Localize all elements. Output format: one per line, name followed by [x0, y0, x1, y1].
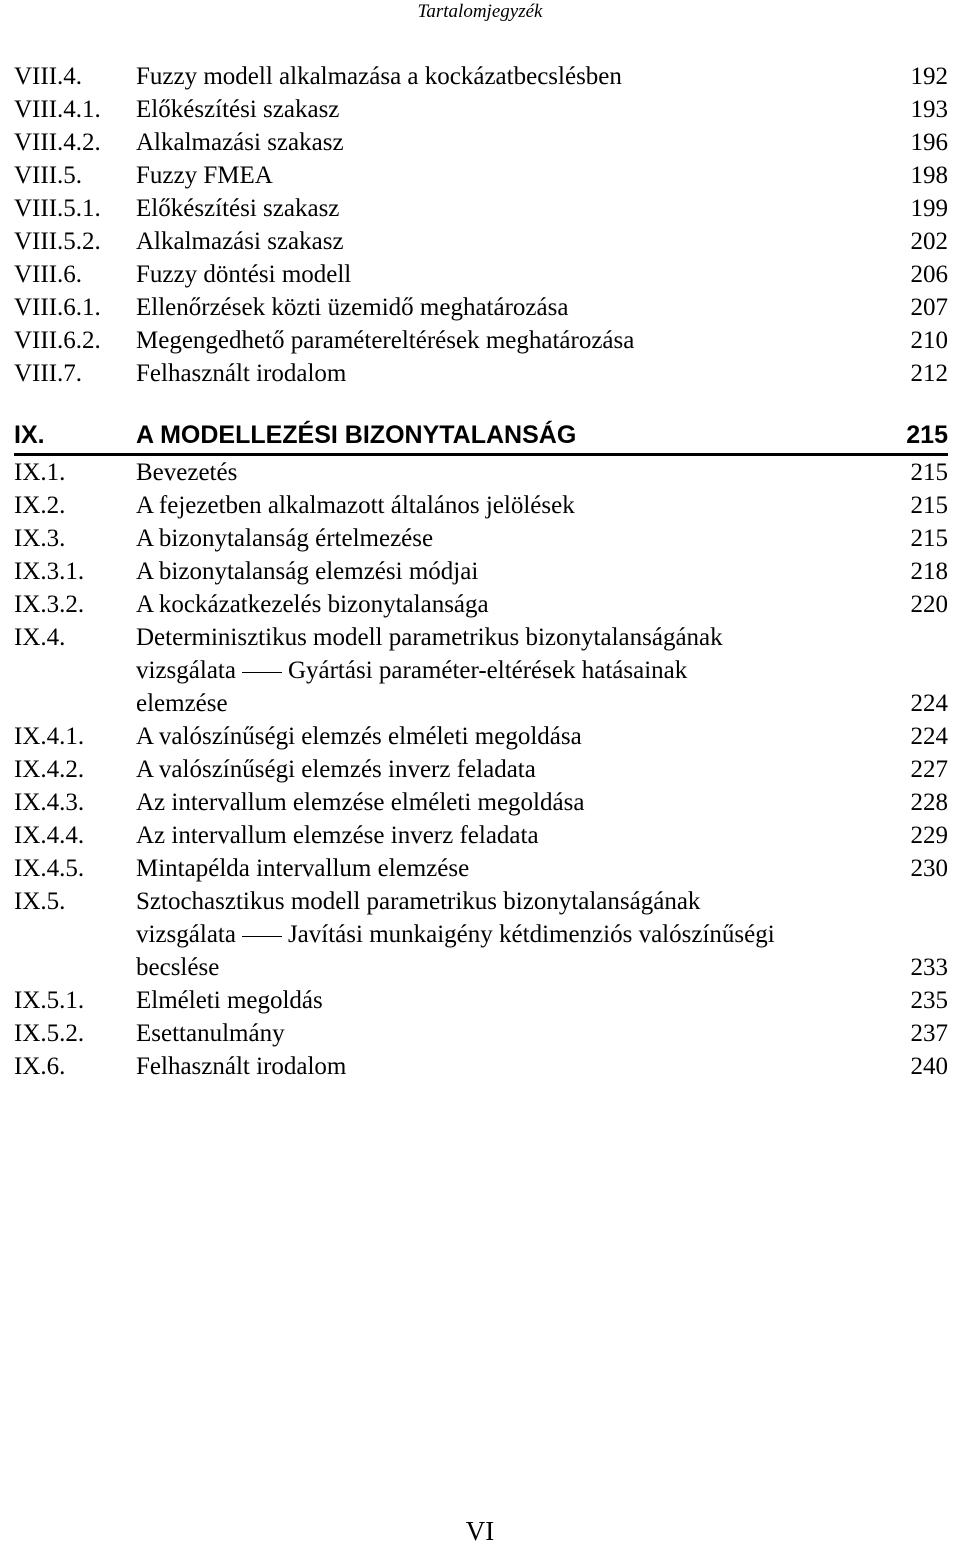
entry-page: 237 [910, 1020, 948, 1047]
toc-entry[interactable] [14, 60, 948, 93]
entry-page: 193 [910, 96, 948, 123]
entry-number: IX.4.4. [14, 822, 85, 849]
table-of-contents [14, 60, 948, 1083]
entry-number: VIII.7. [14, 360, 83, 387]
entry-page: 220 [910, 591, 948, 618]
entry-number: IX.4. [14, 624, 66, 651]
entry-title: A valószínűségi elemzés inverz feladata [136, 756, 536, 783]
entry-title: A bizonytalanság értelmezése [136, 525, 434, 552]
entry-number: IX.4.5. [14, 855, 85, 882]
em-dash-rule [242, 672, 282, 673]
entry-number: VIII.6.1. [14, 294, 101, 321]
entry-page: 218 [910, 558, 948, 585]
entry-title: Felhasznált irodalom [136, 360, 347, 387]
entry-title: Esettanulmány [136, 1020, 285, 1047]
entry-title: Alkalmazási szakasz [136, 228, 344, 255]
entry-number: VIII.5.2. [14, 228, 101, 255]
entry-page: 228 [910, 789, 948, 816]
toc-entry-ix4[interactable] [14, 621, 948, 720]
entry-title-line2 [136, 918, 775, 951]
toc-entry[interactable] [14, 786, 948, 819]
entry-title: Az intervallum elemzése inverz feladata [136, 822, 539, 849]
toc-entry[interactable] [14, 489, 948, 522]
toc-entry[interactable] [14, 1017, 948, 1050]
entry-title: Előkészítési szakasz [136, 96, 340, 123]
entry-title: A fejezetben alkalmazott általános jelölések [136, 492, 575, 519]
entry-title-line3: becslése [136, 954, 220, 981]
entry-page: 233 [910, 954, 948, 981]
entry-title: Ellenőrzések közti üzemidő meghatározása [136, 294, 569, 321]
toc-entry[interactable] [14, 291, 948, 324]
entry-page: 207 [910, 294, 948, 321]
toc-entry[interactable] [14, 159, 948, 192]
entry-title-line2-a: vizsgálata [136, 657, 236, 684]
toc-entry[interactable] [14, 126, 948, 159]
entry-title-line2-a: vizsgálata [136, 921, 236, 948]
entry-title: A valószínűségi elemzés elméleti megoldása [136, 723, 582, 750]
entry-number: VIII.5.1. [14, 195, 101, 222]
entry-number: IX.5.1. [14, 987, 85, 1014]
entry-title: Fuzzy FMEA [136, 162, 273, 189]
entry-number: IX.5. [14, 888, 66, 915]
entry-title: Megengedhető paramétereltérések meghatározása [136, 327, 635, 354]
entry-page: 215 [910, 492, 948, 519]
toc-entry[interactable] [14, 522, 948, 555]
toc-entry[interactable] [14, 984, 948, 1017]
toc-entry-ix5[interactable] [14, 885, 948, 984]
entry-title: A kockázatkezelés bizonytalansága [136, 591, 489, 618]
entry-title-line1: Determinisztikus modell parametrikus bizonytalanságának [136, 624, 723, 651]
entry-page: 215 [910, 525, 948, 552]
toc-entry[interactable] [14, 93, 948, 126]
toc-entry[interactable] [14, 324, 948, 357]
entry-page: 215 [910, 459, 948, 486]
entry-title: Az intervallum elemzése elméleti megoldása [136, 789, 585, 816]
entry-number: IX.3. [14, 525, 66, 552]
entry-title: Bevezetés [136, 459, 238, 486]
entry-number: IX.1. [14, 459, 66, 486]
toc-entry[interactable] [14, 588, 948, 621]
entry-page: 196 [910, 129, 948, 156]
entry-number: VIII.4.1. [14, 96, 101, 123]
toc-entry[interactable] [14, 720, 948, 753]
toc-group-ix-b [14, 720, 948, 885]
toc-entry[interactable] [14, 1050, 948, 1083]
entry-page: 198 [910, 162, 948, 189]
entry-page: 230 [910, 855, 948, 882]
entry-page: 224 [910, 723, 948, 750]
entry-title: Mintapélda intervallum elemzése [136, 855, 470, 882]
toc-entry[interactable] [14, 192, 948, 225]
entry-title: Fuzzy döntési modell [136, 261, 352, 288]
chapter-page: 215 [906, 421, 948, 449]
entry-title: Előkészítési szakasz [136, 195, 340, 222]
page-number: VI [465, 1516, 495, 1546]
entry-number: IX.5.2. [14, 1020, 85, 1047]
entry-number: IX.2. [14, 492, 66, 519]
entry-number: IX.4.1. [14, 723, 85, 750]
entry-number: IX.4.2. [14, 756, 85, 783]
entry-page: 202 [910, 228, 948, 255]
entry-number: IX.4.3. [14, 789, 85, 816]
entry-page: 229 [910, 822, 948, 849]
entry-number: VIII.4.2. [14, 129, 101, 156]
entry-number: IX.6. [14, 1053, 66, 1080]
entry-number: IX.3.2. [14, 591, 85, 618]
toc-chapter-heading[interactable] [14, 417, 948, 456]
entry-title: Felhasznált irodalom [136, 1053, 347, 1080]
entry-title-line2-b: Javítási munkaigény kétdimenziós valószínűségi [287, 921, 775, 948]
chapter-title: A MODELLEZÉSI BIZONYTALANSÁG [136, 421, 577, 449]
entry-number: VIII.4. [14, 63, 83, 90]
entry-page: 224 [910, 690, 948, 717]
toc-group-ix-c [14, 984, 948, 1083]
toc-group-viii [14, 60, 948, 390]
entry-title-line1: Sztochasztikus modell parametrikus bizonytalanságának [136, 888, 701, 915]
toc-entry[interactable] [14, 225, 948, 258]
entry-number: IX.3.1. [14, 558, 85, 585]
toc-entry[interactable] [14, 852, 948, 885]
entry-page: 210 [910, 327, 948, 354]
entry-page: 240 [910, 1053, 948, 1080]
toc-group-ix-a [14, 456, 948, 621]
entry-title-line2 [136, 654, 687, 687]
toc-entry[interactable] [14, 819, 948, 852]
entry-title: Elméleti megoldás [136, 987, 323, 1014]
entry-number: VIII.6.2. [14, 327, 101, 354]
toc-entry[interactable] [14, 555, 948, 588]
entry-number: VIII.6. [14, 261, 83, 288]
entry-title: Fuzzy modell alkalmazása a kockázatbecslésben [136, 63, 622, 90]
entry-title: Alkalmazási szakasz [136, 129, 344, 156]
toc-entry[interactable] [14, 456, 948, 489]
entry-page: 212 [910, 360, 948, 387]
entry-page: 206 [910, 261, 948, 288]
entry-title: A bizonytalanság elemzési módjai [136, 558, 479, 585]
entry-number: VIII.5. [14, 162, 83, 189]
entry-title-line2-b: Gyártási paraméter-eltérések hatásainak [287, 657, 688, 684]
toc-entry[interactable] [14, 258, 948, 291]
toc-entry[interactable] [14, 357, 948, 390]
toc-entry[interactable] [14, 753, 948, 786]
entry-title-line3: elemzése [136, 690, 228, 717]
entry-page: 235 [910, 987, 948, 1014]
running-header: Tartalomjegyzék [417, 1, 543, 22]
entry-page: 199 [910, 195, 948, 222]
chapter-number: IX. [14, 421, 45, 449]
entry-page: 192 [910, 63, 948, 90]
entry-page: 227 [910, 756, 948, 783]
em-dash-rule [242, 936, 282, 937]
